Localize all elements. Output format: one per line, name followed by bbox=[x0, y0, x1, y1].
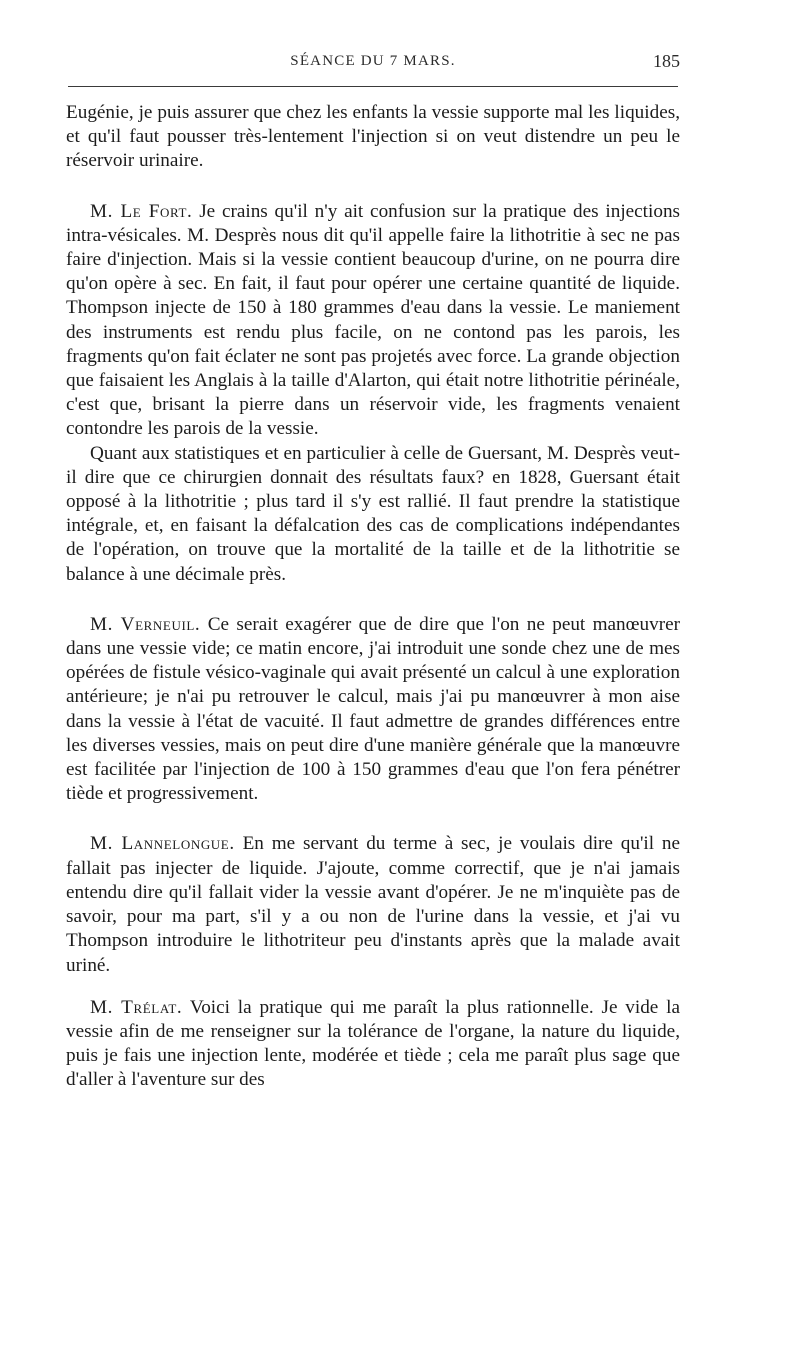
paragraph-text: Voici la pratique qui me paraît la plus rationnelle. Je vide la vessie afin de me renseigner sur la tolérance de l'organe, la nature du liquide, puis je fais une injection lente, modérée et tiède ; cela me paraît plus sage que d'aller à l'aventure sur des bbox=[66, 996, 681, 1091]
paragraph-trelat bbox=[66, 996, 680, 1093]
paragraph-continuation bbox=[66, 101, 680, 174]
page-number: 185 bbox=[653, 51, 680, 71]
paragraph-statistiques bbox=[66, 442, 680, 587]
speaker-name: M. Verneuil. bbox=[90, 613, 201, 635]
running-head bbox=[66, 0, 680, 88]
running-title: SÉANCE DU 7 MARS. bbox=[290, 53, 456, 69]
paragraph-text: Eugénie, je puis assurer que chez les enfants la vessie supporte mal les liquides, et qu'il faut pousser très-lentement l'injection si on veut distendre un peu le réservoir urinaire. bbox=[66, 102, 680, 172]
paragraph-text: Quant aux statistiques et en particulier à celle de Guersant, M. Desprès veut-il dire que ce chirurgien donnait des résultats faux? en 1828, Guersant était opposé à la lithotritie ; plus tard il s'y est rallié. Il faut prendre la statistique intégrale, et, en faisant la défalcation des cas de complications indépendantes de l'opération, on trouve que la mortalité de la taille et de la lithotritie se balance à une décimale près. bbox=[66, 442, 680, 585]
paragraph-le-fort bbox=[66, 200, 680, 442]
book-page bbox=[66, 0, 680, 1093]
paragraph-text: Ce serait exagérer que de dire que l'on ne peut manœuvrer dans une vessie vide; ce matin encore, j'ai introduit une sonde chez une de mes opérées de fistule vésico-vaginale qui avait présenté un calcul à une exploration antérieure; je n'ai pu retrouver le calcul, mais j'ai pu manœuvrer à mon aise dans la vessie à l'état de vacuité. Il faut admettre de grandes différences entre les diverses vessies, mais on peut dire d'une manière générale que la manœuvre est facilitée par l'injection de 100 à 150 grammes d'eau que l'on fera pénétrer tiède et progressivement. bbox=[66, 613, 680, 805]
paragraph-lannelongue bbox=[66, 832, 680, 977]
header-rule bbox=[68, 86, 678, 87]
paragraph-text: Je crains qu'il n'y ait confusion sur la pratique des injections intra-vésicales. M. Desprès nous dit qu'il appelle faire la lithotritie à sec ne pas faire d'injection. Mais si la vessie contient beaucoup d'urine, on ne pourra dire qu'on opère à sec. En fait, il faut pour opérer une certaine quantité de liquide. Thompson injecte de 150 à 180 grammes d'eau dans la vessie. Le maniement des instruments est rendu plus facile, on ne contond pas les parois, les fragments qu'on fait éclater ne sont pas projetés avec force. La grande objection que faisaient les Anglais à la taille d'Alarton, qui était notre lithotritie périnéale, c'est que, brisant la pierre dans un réservoir vide, les fragments venaient contondre les parois de la vessie. bbox=[66, 200, 681, 440]
speaker-name: M. Lannelongue. bbox=[90, 833, 235, 855]
speaker-name: M. Trélat. bbox=[90, 996, 183, 1018]
body-text bbox=[66, 101, 680, 1093]
paragraph-text: En me servant du terme à sec, je voulais dire qu'il ne fallait pas injecter de liquide. J'ajoute, comme correctif, que je n'ai jamais entendu dire qu'il fallait vider la vessie avant d'opérer. Je ne m'inquiète pas de savoir, pour ma part, s'il y a ou non de l'urine dans la vessie, et j'ai vu Thompson introduire le lithotriteur peu d'instants après que la malade avait uriné. bbox=[66, 833, 680, 976]
speaker-name: M. Le Fort. bbox=[90, 200, 193, 222]
paragraph-verneuil bbox=[66, 613, 680, 807]
